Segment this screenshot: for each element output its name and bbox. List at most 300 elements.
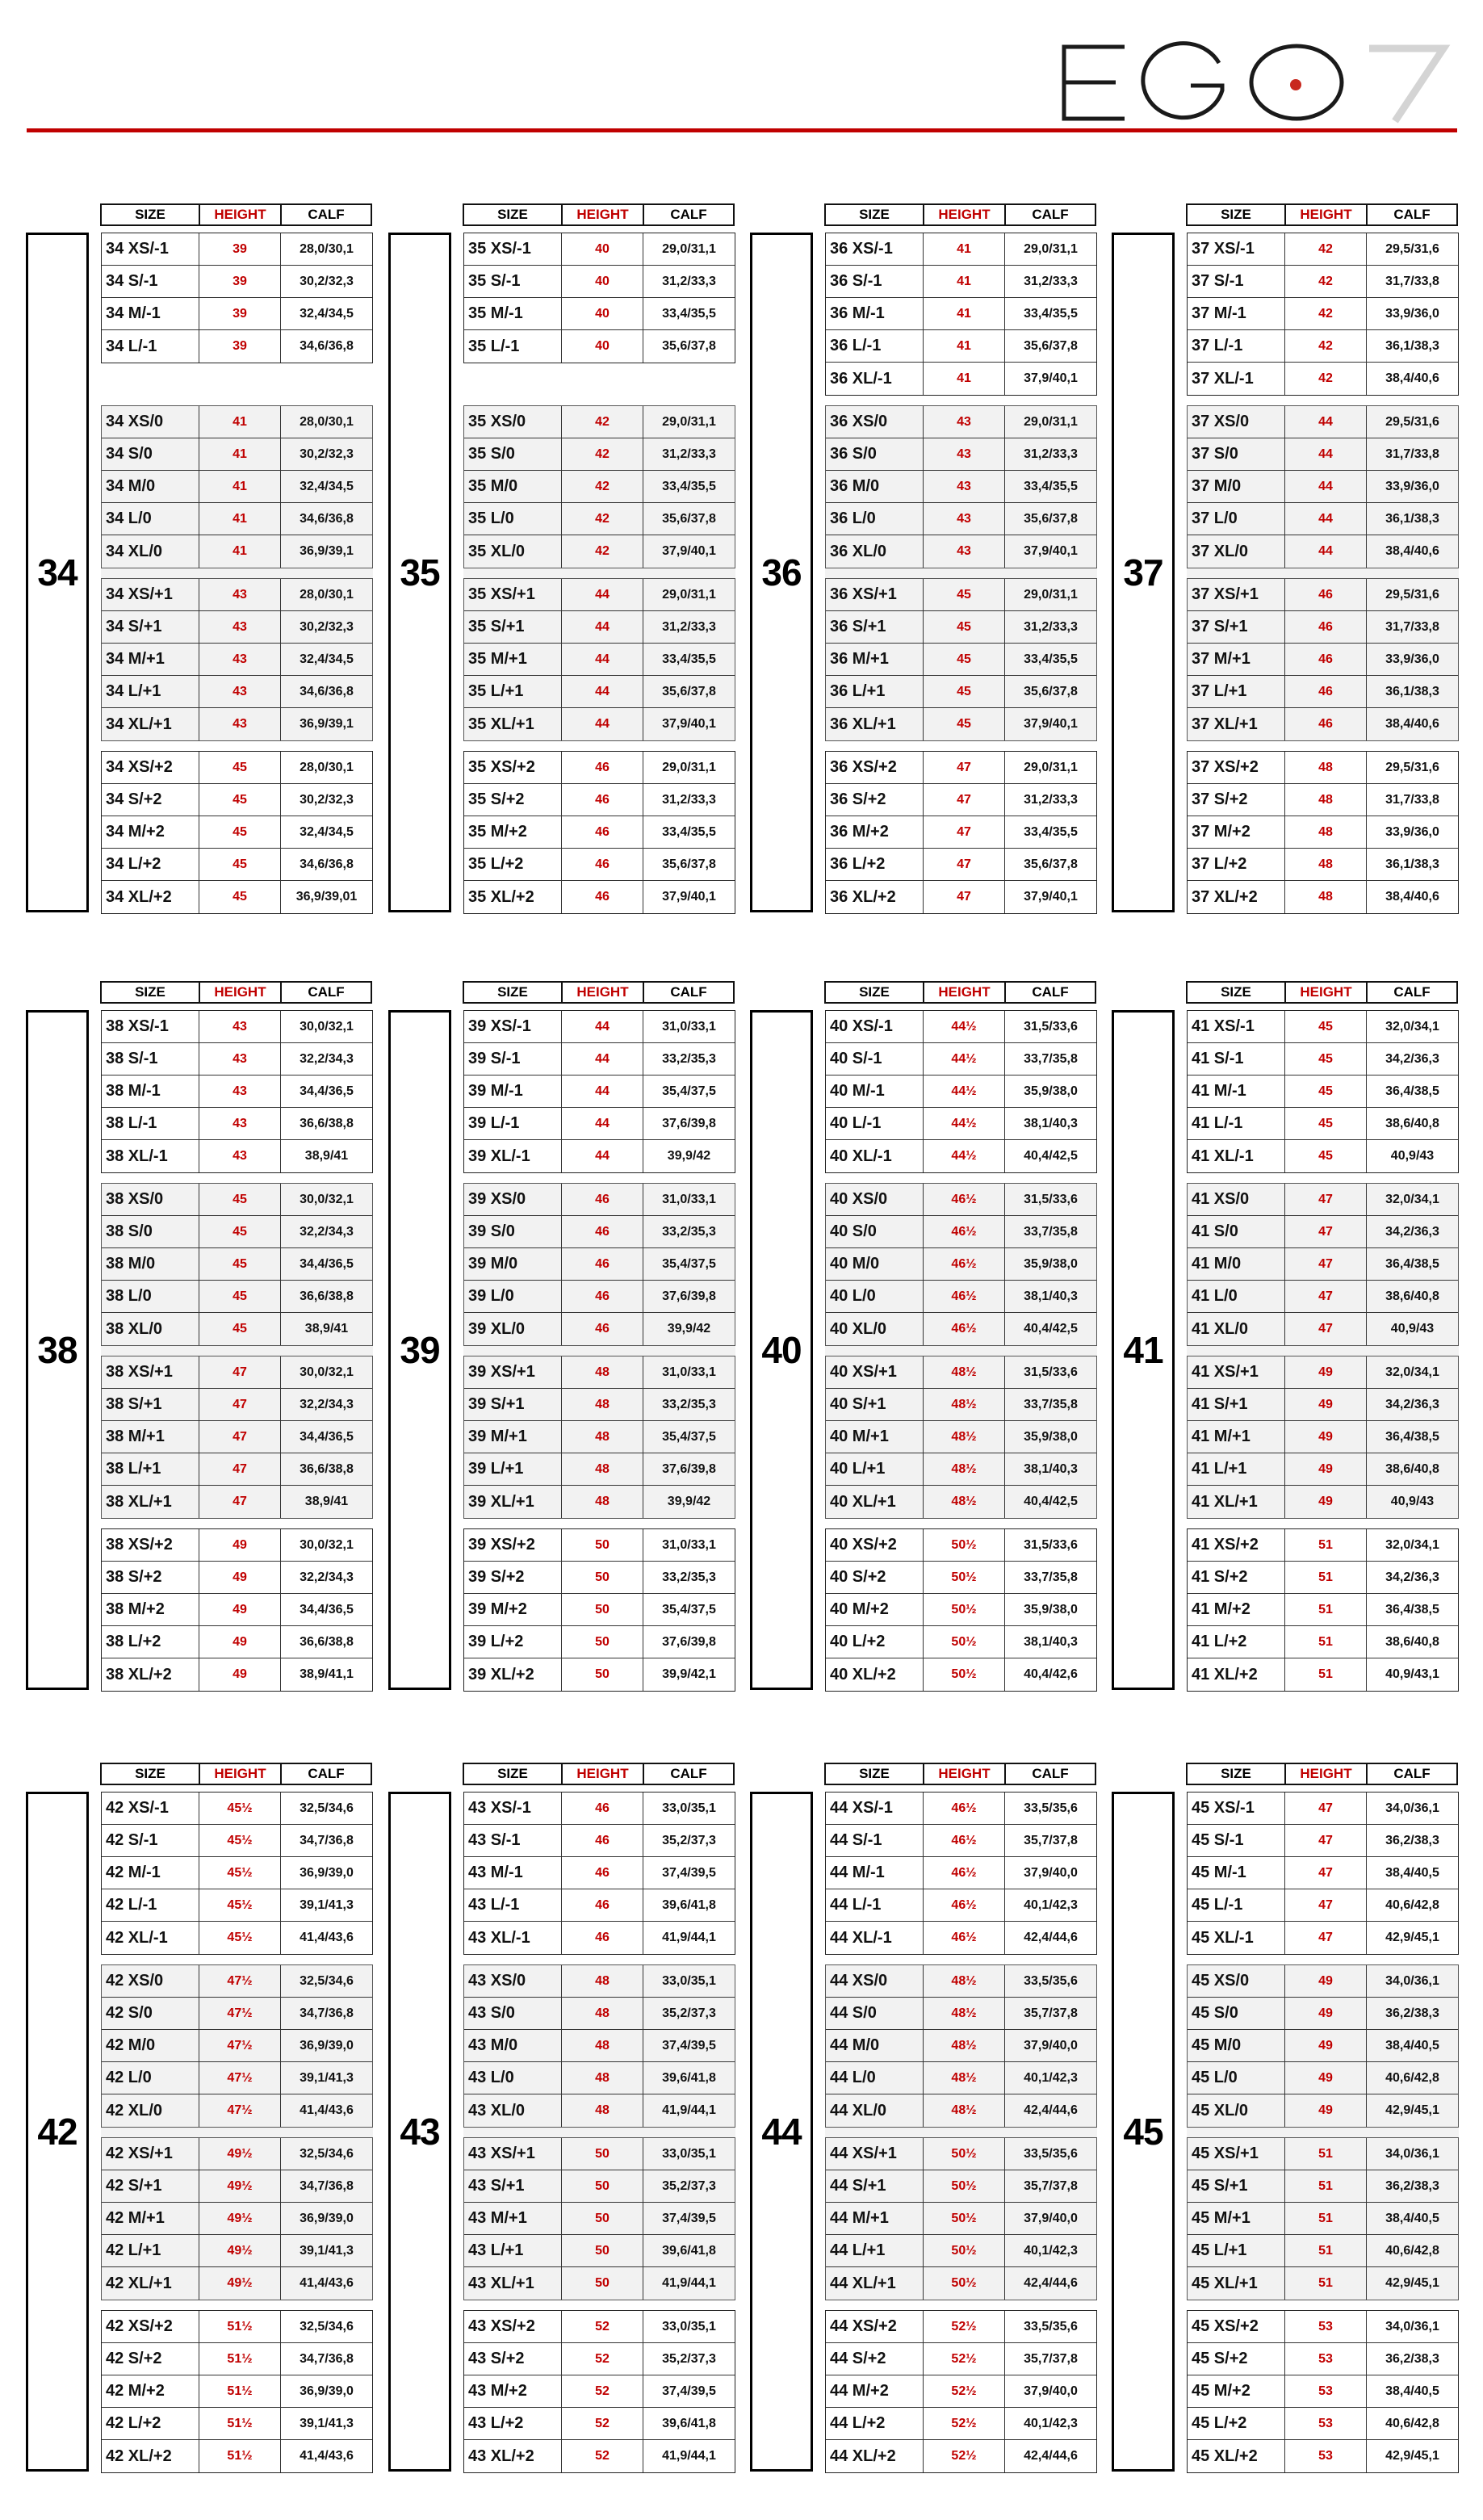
size-group	[101, 233, 373, 363]
calf-cell: 32,4/34,5	[300, 479, 354, 493]
table-row	[826, 2311, 1096, 2343]
table-row	[1188, 1857, 1458, 1889]
height-cell: 49	[1285, 1486, 1367, 1518]
height-cell: 44½	[924, 1076, 1005, 1107]
calf-cell: 31,5/33,6	[1024, 1537, 1078, 1552]
size-cell: 42 S/-1	[102, 1825, 199, 1856]
height-cell: 49	[1285, 2062, 1367, 2094]
calf-cell: 31,0/33,1	[662, 1365, 716, 1379]
size-cell: 42 XS/+2	[102, 2311, 199, 2342]
calf-cell: 28,0/30,1	[300, 241, 354, 256]
height-cell: 49½	[199, 2203, 281, 2234]
height-cell: 43	[199, 579, 281, 610]
size-cell: 36 XS/0	[826, 406, 924, 438]
table-row	[826, 1356, 1096, 1389]
size-group	[825, 1010, 1097, 1173]
size-cell: 45 L/+2	[1188, 2408, 1285, 2439]
size-cell: 45 M/+2	[1188, 2375, 1285, 2407]
height-cell: 48	[562, 1421, 643, 1453]
table-row	[102, 1453, 372, 1486]
shoe-size-label	[1112, 1010, 1175, 1690]
table-row	[826, 1313, 1096, 1345]
size-cell: 34 M/+1	[102, 644, 199, 675]
size-block-34	[26, 203, 373, 930]
column-header-size: SIZE	[464, 983, 563, 1002]
size-group	[825, 1528, 1097, 1692]
calf-cell: 30,0/32,1	[300, 1537, 354, 1552]
calf-cell: 35,6/37,8	[662, 511, 716, 526]
column-header-size: SIZE	[826, 1764, 924, 1784]
size-cell: 39 M/-1	[464, 1076, 562, 1107]
table-row	[464, 2408, 735, 2440]
height-cell: 42	[1285, 363, 1367, 395]
size-cell: 38 XL/-1	[102, 1140, 199, 1172]
shoe-size-number: 36	[761, 551, 802, 593]
size-cell: 45 S/+1	[1188, 2170, 1285, 2202]
calf-cell: 42,9/45,1	[1385, 2103, 1439, 2117]
size-cell: 37 S/0	[1188, 438, 1285, 470]
column-header-size: SIZE	[826, 205, 924, 224]
table-row	[826, 1043, 1096, 1076]
calf-cell: 38,4/40,5	[1385, 1865, 1439, 1880]
calf-cell: 30,2/32,3	[300, 619, 354, 634]
calf-cell: 38,4/40,5	[1385, 2211, 1439, 2225]
table-row	[826, 330, 1096, 363]
height-cell: 42	[562, 471, 643, 502]
height-cell: 48	[562, 1389, 643, 1420]
size-cell: 44 L/+2	[826, 2408, 924, 2439]
height-cell: 41	[199, 535, 281, 568]
calf-cell: 31,0/33,1	[662, 1537, 716, 1552]
calf-cell: 36,1/38,3	[1385, 857, 1439, 871]
column-header-size: SIZE	[1188, 1764, 1286, 1784]
table-row	[826, 1281, 1096, 1313]
height-cell: 42	[1285, 330, 1367, 362]
table-row	[102, 1389, 372, 1421]
calf-cell: 38,1/40,3	[1024, 1116, 1078, 1130]
height-cell: 41	[199, 406, 281, 438]
table-header	[824, 981, 1096, 1004]
size-cell: 39 XL/+1	[464, 1486, 562, 1518]
size-cell: 43 S/+2	[464, 2343, 562, 2375]
table-row	[464, 1965, 735, 1998]
table-row	[1188, 708, 1458, 740]
size-block-36	[750, 203, 1097, 930]
height-cell: 45	[1285, 1108, 1367, 1139]
calf-cell: 32,2/34,3	[300, 1224, 354, 1239]
size-group	[101, 1356, 373, 1519]
calf-cell: 38,6/40,8	[1385, 1289, 1439, 1303]
height-cell: 46	[562, 881, 643, 913]
size-cell: 43 L/-1	[464, 1889, 562, 1921]
size-group	[1187, 405, 1459, 568]
table-row	[102, 1043, 372, 1076]
calf-cell: 36,9/39,0	[300, 2211, 354, 2225]
size-cell: 37 XL/-1	[1188, 363, 1285, 395]
table-row	[464, 2375, 735, 2408]
table-row	[464, 676, 735, 708]
table-row	[464, 1389, 735, 1421]
calf-cell: 39,1/41,3	[300, 2243, 354, 2258]
table-row	[102, 266, 372, 298]
height-cell: 51½	[199, 2343, 281, 2375]
height-cell: 52½	[924, 2343, 1005, 2375]
size-cell: 34 S/0	[102, 438, 199, 470]
size-cell: 44 XS/+1	[826, 2138, 924, 2170]
size-cell: 43 M/+1	[464, 2203, 562, 2234]
size-cell: 45 L/+1	[1188, 2235, 1285, 2266]
calf-cell: 40,9/43	[1390, 1149, 1435, 1163]
table-row	[1188, 471, 1458, 503]
size-cell: 40 L/+1	[826, 1453, 924, 1485]
size-cell: 38 M/0	[102, 1248, 199, 1280]
size-group	[463, 1356, 735, 1519]
calf-cell: 32,5/34,6	[300, 1973, 354, 1988]
calf-cell: 36,2/38,3	[1385, 2351, 1439, 2366]
size-cell: 37 L/-1	[1188, 330, 1285, 362]
size-cell: 36 M/+1	[826, 644, 924, 675]
table-row	[102, 1356, 372, 1389]
calf-cell: 40,6/42,8	[1385, 2243, 1439, 2258]
table-row	[464, 1486, 735, 1518]
height-cell: 45	[924, 676, 1005, 707]
calf-cell: 38,9/41	[304, 1322, 349, 1335]
size-group	[463, 1010, 735, 1173]
table-row	[102, 1793, 372, 1825]
table-row	[464, 2440, 735, 2472]
calf-cell: 32,2/34,3	[300, 1051, 354, 1066]
height-cell: 41	[199, 438, 281, 470]
size-cell: 38 XL/+1	[102, 1486, 199, 1518]
table-row	[1188, 816, 1458, 849]
size-cell: 36 S/-1	[826, 266, 924, 297]
height-cell: 52½	[924, 2408, 1005, 2439]
size-cell: 40 XS/-1	[826, 1011, 924, 1042]
calf-cell: 32,5/34,6	[300, 2146, 354, 2161]
table-row	[464, 1529, 735, 1562]
size-group	[825, 2137, 1097, 2300]
calf-cell: 39,9/42	[667, 1495, 711, 1508]
group-separator	[1187, 567, 1459, 578]
table-row	[826, 1922, 1096, 1954]
calf-cell: 32,2/34,3	[300, 1570, 354, 1584]
calf-cell: 31,7/33,8	[1385, 619, 1439, 634]
table-row	[102, 1248, 372, 1281]
calf-cell: 38,4/40,5	[1385, 2038, 1439, 2052]
size-cell: 43 M/+2	[464, 2375, 562, 2407]
table-header	[1186, 981, 1458, 1004]
table-row	[826, 2267, 1096, 2300]
calf-cell: 40,9/43	[1390, 1495, 1435, 1508]
size-cell: 37 L/+1	[1188, 676, 1285, 707]
table-row	[102, 1076, 372, 1108]
table-row	[1188, 1216, 1458, 1248]
table-row	[464, 1281, 735, 1313]
size-cell: 39 S/+2	[464, 1562, 562, 1593]
table-row	[464, 1248, 735, 1281]
height-cell: 51	[1285, 2235, 1367, 2266]
height-cell: 44	[1285, 535, 1367, 568]
table-row	[826, 2235, 1096, 2267]
table-row	[826, 233, 1096, 266]
size-cell: 35 XS/+2	[464, 752, 562, 783]
calf-cell: 28,0/30,1	[300, 587, 354, 602]
height-cell: 47	[924, 752, 1005, 783]
calf-cell: 33,4/35,5	[662, 479, 716, 493]
table-row	[826, 535, 1096, 568]
calf-cell: 34,0/36,1	[1385, 1973, 1439, 1988]
size-cell: 34 L/0	[102, 503, 199, 535]
size-cell: 39 L/+1	[464, 1453, 562, 1485]
table-row	[1188, 2030, 1458, 2062]
height-cell: 49	[199, 1626, 281, 1658]
height-cell: 43	[199, 611, 281, 643]
height-cell: 48½	[924, 2030, 1005, 2061]
size-cell: 41 L/0	[1188, 1281, 1285, 1312]
table-row	[1188, 298, 1458, 330]
calf-cell: 35,7/37,8	[1024, 2178, 1078, 2193]
calf-cell: 36,2/38,3	[1385, 1833, 1439, 1847]
table-row	[826, 816, 1096, 849]
table-row	[826, 849, 1096, 881]
size-cell: 36 M/0	[826, 471, 924, 502]
size-cell: 40 M/+1	[826, 1421, 924, 1453]
calf-cell: 34,7/36,8	[300, 2178, 354, 2193]
size-cell: 35 S/0	[464, 438, 562, 470]
size-cell: 34 S/+1	[102, 611, 199, 643]
size-group	[1187, 1356, 1459, 1519]
size-cell: 42 XL/0	[102, 2094, 199, 2127]
table-row	[102, 298, 372, 330]
table-row	[826, 2408, 1096, 2440]
calf-cell: 33,9/36,0	[1385, 479, 1439, 493]
size-cell: 41 L/-1	[1188, 1108, 1285, 1139]
height-cell: 52	[562, 2343, 643, 2375]
table-row	[826, 644, 1096, 676]
calf-cell: 34,0/36,1	[1385, 2319, 1439, 2333]
table-row	[1188, 1562, 1458, 1594]
height-cell: 48	[562, 1486, 643, 1518]
height-cell: 51	[1285, 1626, 1367, 1658]
size-cell: 39 XL/+2	[464, 1658, 562, 1691]
size-cell: 42 L/+2	[102, 2408, 199, 2439]
size-cell: 35 L/+1	[464, 676, 562, 707]
calf-cell: 40,9/43,1	[1385, 1667, 1439, 1681]
calf-cell: 30,2/32,3	[300, 274, 354, 288]
calf-cell: 35,7/37,8	[1024, 1833, 1078, 1847]
calf-cell: 31,2/33,3	[1024, 792, 1078, 807]
height-cell: 47½	[199, 1998, 281, 2029]
size-cell: 45 M/+1	[1188, 2203, 1285, 2234]
height-cell: 50	[562, 2138, 643, 2170]
column-header-height: HEIGHT	[1286, 983, 1368, 1002]
height-cell: 53	[1285, 2440, 1367, 2472]
calf-cell: 36,9/39,1	[300, 717, 354, 731]
size-cell: 44 XL/+2	[826, 2440, 924, 2472]
table-row	[464, 1453, 735, 1486]
height-cell: 48	[1285, 881, 1367, 913]
table-header	[100, 981, 372, 1004]
calf-cell: 34,6/36,8	[300, 339, 354, 353]
height-cell: 50½	[924, 1626, 1005, 1658]
calf-cell: 37,9/40,1	[1024, 890, 1078, 904]
size-cell: 38 XS/-1	[102, 1011, 199, 1042]
size-group	[463, 1183, 735, 1346]
table-row	[826, 2030, 1096, 2062]
table-row	[464, 579, 735, 611]
group-separator	[463, 2126, 735, 2137]
height-cell: 46½	[924, 1922, 1005, 1954]
height-cell: 52½	[924, 2311, 1005, 2342]
size-cell: 39 M/+1	[464, 1421, 562, 1453]
size-cell: 42 XS/+1	[102, 2138, 199, 2170]
height-cell: 42	[1285, 233, 1367, 265]
table-row	[464, 1793, 735, 1825]
height-cell: 39	[199, 266, 281, 297]
table-row	[102, 2170, 372, 2203]
shoe-size-number: 39	[400, 1329, 440, 1371]
calf-cell: 31,5/33,6	[1024, 1019, 1078, 1034]
size-cell: 44 S/+2	[826, 2343, 924, 2375]
size-cell: 37 M/0	[1188, 471, 1285, 502]
size-group	[825, 405, 1097, 568]
height-cell: 47	[924, 816, 1005, 848]
calf-cell: 32,4/34,5	[300, 824, 354, 839]
calf-cell: 33,2/35,3	[662, 1224, 716, 1239]
table-row	[1188, 2062, 1458, 2094]
size-group	[1187, 1010, 1459, 1173]
table-row	[464, 816, 735, 849]
height-cell: 44	[562, 611, 643, 643]
size-cell: 41 XS/+1	[1188, 1356, 1285, 1388]
calf-cell: 39,6/41,8	[662, 2070, 716, 2085]
height-cell: 45½	[199, 1857, 281, 1889]
height-cell: 47	[1285, 1184, 1367, 1215]
table-row	[464, 1626, 735, 1658]
height-cell: 46½	[924, 1216, 1005, 1247]
calf-cell: 33,4/35,5	[662, 306, 716, 321]
size-cell: 36 XL/0	[826, 535, 924, 568]
calf-cell: 38,9/41	[304, 1495, 349, 1508]
size-cell: 41 M/0	[1188, 1248, 1285, 1280]
size-cell: 36 XS/-1	[826, 233, 924, 265]
size-cell: 42 M/0	[102, 2030, 199, 2061]
height-cell: 49	[199, 1658, 281, 1691]
calf-cell: 34,6/36,8	[300, 684, 354, 698]
size-cell: 40 M/+2	[826, 1594, 924, 1625]
calf-cell: 36,9/39,0	[300, 1865, 354, 1880]
size-cell: 45 XS/0	[1188, 1965, 1285, 1997]
calf-cell: 35,4/37,5	[662, 1429, 716, 1444]
calf-cell: 40,1/42,3	[1024, 1897, 1078, 1912]
table-row	[102, 535, 372, 568]
height-cell: 42	[562, 535, 643, 568]
height-cell: 40	[562, 233, 643, 265]
height-cell: 51	[1285, 2138, 1367, 2170]
table-row	[102, 708, 372, 740]
calf-cell: 32,5/34,6	[300, 1801, 354, 1815]
size-cell: 41 S/0	[1188, 1216, 1285, 1247]
table-row	[464, 2203, 735, 2235]
size-cell: 34 XL/+2	[102, 881, 199, 913]
table-row	[1188, 1453, 1458, 1486]
size-cell: 40 XL/-1	[826, 1140, 924, 1172]
height-cell: 40	[562, 298, 643, 329]
size-cell: 36 L/0	[826, 503, 924, 535]
calf-cell: 30,0/32,1	[300, 1192, 354, 1206]
column-header-calf: CALF	[1393, 207, 1431, 222]
size-group	[463, 578, 735, 741]
height-cell: 43	[199, 1108, 281, 1139]
size-cell: 39 XS/+1	[464, 1356, 562, 1388]
calf-cell: 33,5/35,6	[1024, 2319, 1078, 2333]
calf-cell: 40,9/43	[1390, 1322, 1435, 1335]
table-row	[464, 1857, 735, 1889]
table-row	[1188, 2311, 1458, 2343]
height-cell: 46	[1285, 644, 1367, 675]
height-cell: 50½	[924, 2138, 1005, 2170]
height-cell: 41	[199, 503, 281, 535]
size-cell: 38 S/0	[102, 1216, 199, 1247]
height-cell: 42	[1285, 298, 1367, 329]
size-cell: 43 XL/+2	[464, 2440, 562, 2472]
size-cell: 40 S/+2	[826, 1562, 924, 1593]
height-cell: 51½	[199, 2408, 281, 2439]
shoe-size-label	[750, 233, 813, 912]
height-cell: 50	[562, 1658, 643, 1691]
size-cell: 41 M/-1	[1188, 1076, 1285, 1107]
header-divider	[27, 128, 1457, 132]
column-header-size: SIZE	[102, 1764, 200, 1784]
height-cell: 53	[1285, 2311, 1367, 2342]
calf-cell: 35,7/37,8	[1024, 2006, 1078, 2020]
table-row	[826, 2094, 1096, 2127]
height-cell: 46	[562, 1216, 643, 1247]
height-cell: 52	[562, 2375, 643, 2407]
size-cell: 36 S/0	[826, 438, 924, 470]
size-cell: 40 XL/+2	[826, 1658, 924, 1691]
table-row	[464, 881, 735, 913]
group-separator	[101, 2126, 373, 2137]
calf-cell: 34,4/36,5	[300, 1602, 354, 1616]
column-header-height: HEIGHT	[924, 983, 1006, 1002]
height-cell: 41	[924, 233, 1005, 265]
height-cell: 46	[1285, 676, 1367, 707]
column-header-calf: CALF	[1032, 984, 1069, 1000]
size-cell: 44 XL/-1	[826, 1922, 924, 1954]
size-cell: 35 XS/-1	[464, 233, 562, 265]
table-row	[826, 1184, 1096, 1216]
calf-cell: 35,2/37,3	[662, 2351, 716, 2366]
table-row	[102, 2138, 372, 2170]
size-cell: 35 XL/+2	[464, 881, 562, 913]
height-cell: 47	[924, 849, 1005, 880]
calf-cell: 39,9/42,1	[662, 1667, 716, 1681]
size-cell: 38 XS/+2	[102, 1529, 199, 1561]
size-cell: 44 S/+1	[826, 2170, 924, 2202]
calf-cell: 33,2/35,3	[662, 1397, 716, 1411]
calf-cell: 37,9/40,1	[1024, 371, 1078, 385]
column-header-height: HEIGHT	[1286, 205, 1368, 224]
table-row	[464, 1998, 735, 2030]
table-row	[826, 1216, 1096, 1248]
height-cell: 44	[562, 644, 643, 675]
size-cell: 45 M/-1	[1188, 1857, 1285, 1889]
height-cell: 47	[199, 1486, 281, 1518]
table-row	[464, 2311, 735, 2343]
height-cell: 47	[1285, 1889, 1367, 1921]
table-row	[1188, 1389, 1458, 1421]
